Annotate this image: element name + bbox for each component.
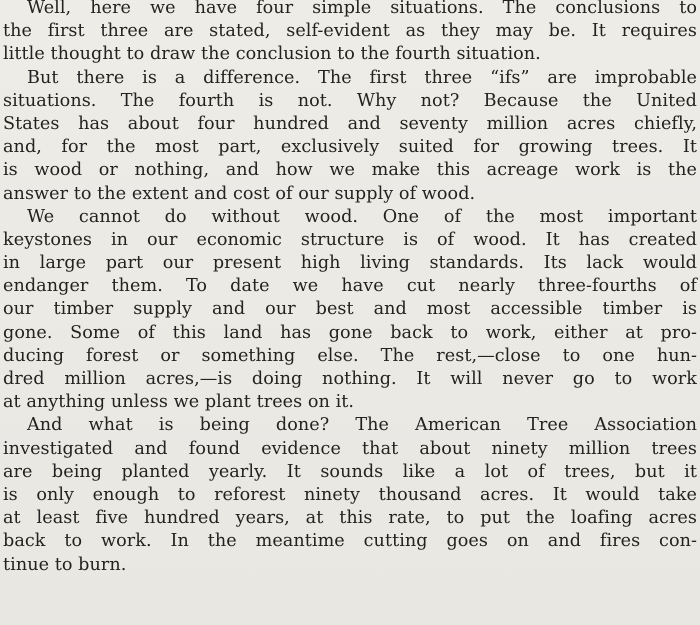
text-line: keystones in our economic structure is of wood. It has created <box>3 229 697 250</box>
text-line: endanger them. To date we have cut nearly three-fourths of <box>3 276 697 297</box>
text-line: tinue to burn. <box>3 554 127 575</box>
article-text <box>3 0 697 577</box>
paragraph-1 <box>3 0 697 67</box>
text-line: are being planted yearly. It sounds like a lot of trees, but it <box>3 461 697 482</box>
text-line: is only enough to reforest ninety thousand acres. It would take <box>3 484 697 505</box>
text-line: ducing forest or something else. The rest,—close to one hun- <box>3 345 697 366</box>
text-line: Well, here we have four simple situations. The conclusions to <box>27 0 697 18</box>
text-line: in large part our present high living standards. Its lack would <box>3 253 697 274</box>
text-line: at anything unless we plant trees on it. <box>3 392 355 413</box>
text-line: dred million acres,—is doing nothing. It will never go to work <box>3 369 697 389</box>
text-line: our timber supply and our best and most accessible timber is <box>3 299 697 320</box>
text-line: little thought to draw the conclusion to the fourth situation. <box>3 44 541 65</box>
text-line: But there is a difference. The first three “ifs” are improbable <box>27 67 697 88</box>
text-line: And what is being done? The American Tree Association <box>27 415 697 436</box>
text-line: at least five hundred years, at this rate, to put the loafing acres <box>3 508 697 529</box>
text-line: investigated and found evidence that about ninety million trees <box>3 438 697 459</box>
text-line: answer to the extent and cost of our supply of wood. <box>3 183 476 204</box>
text-line: is wood or nothing, and how we make this acreage work is the <box>3 160 697 181</box>
paragraph-3 <box>3 206 697 415</box>
text-line: situations. The fourth is not. Why not? Because the United <box>3 90 697 111</box>
paragraph-2 <box>3 67 697 206</box>
text-line: and, for the most part, exclusively suited for growing trees. It <box>3 137 697 158</box>
text-line: the first three are stated, self-evident as they may be. It requires <box>3 21 697 42</box>
text-line: States has about four hundred and seventy million acres chiefly, <box>3 113 697 134</box>
paragraph-4 <box>3 414 697 576</box>
text-line: back to work. In the meantime cutting goes on and fires con- <box>3 531 697 552</box>
text-line: gone. Some of this land has gone back to work, either at pro- <box>3 322 697 343</box>
text-line: We cannot do without wood. One of the most important <box>27 206 697 227</box>
